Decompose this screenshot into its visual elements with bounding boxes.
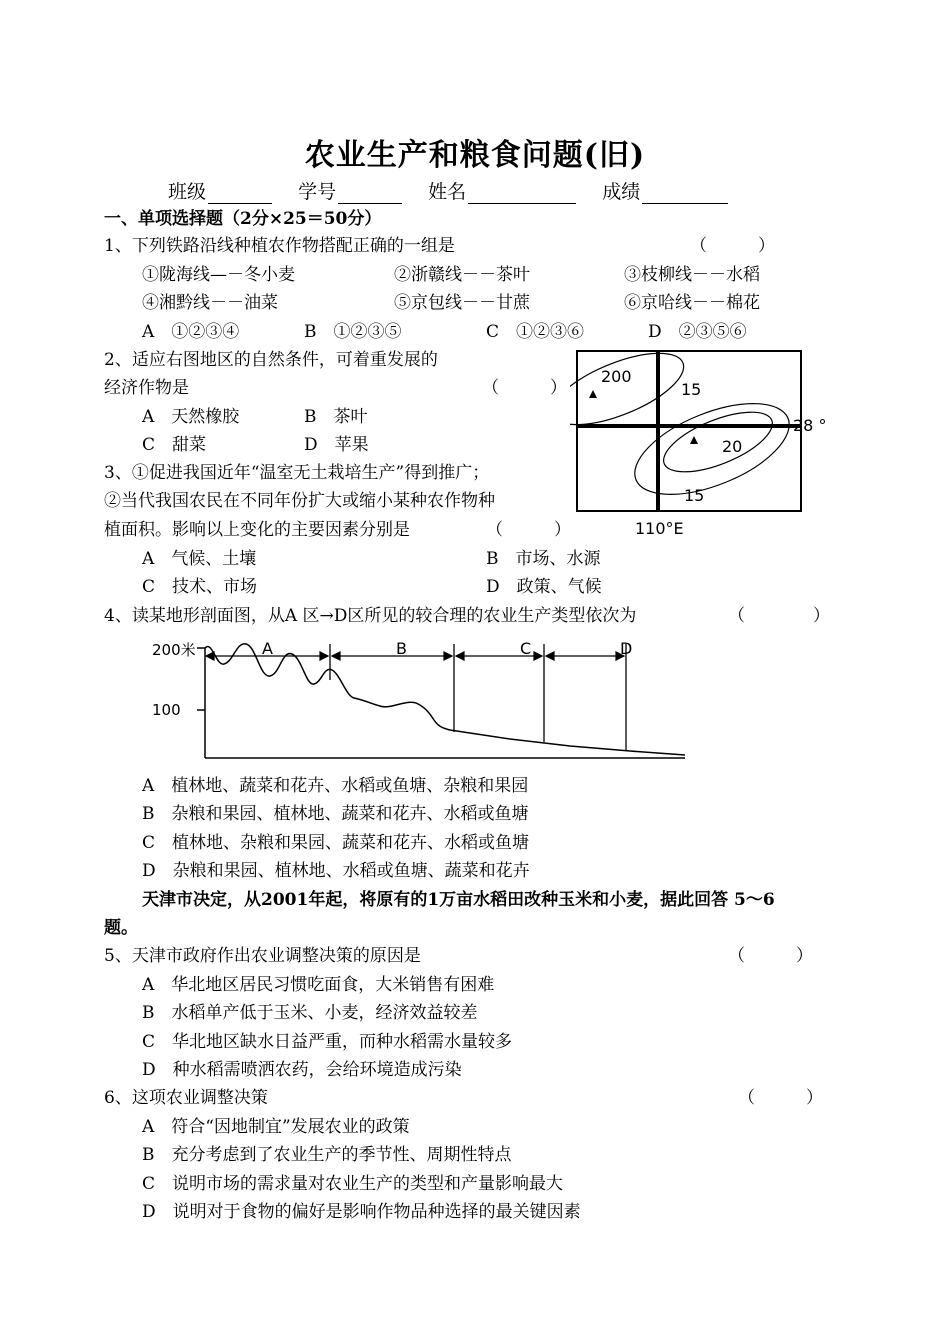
q1-option-a[interactable]: A ①②③④	[142, 322, 240, 342]
terrain-profile	[150, 636, 690, 760]
terrain-curve	[205, 644, 685, 755]
peak-triangle-icon	[690, 436, 698, 444]
student-id-label: 学号	[298, 181, 337, 203]
q2-stem-line2: 经济作物是	[104, 378, 189, 398]
q6-answer-paren[interactable]: （ ）	[738, 1088, 823, 1108]
q1-answer-paren[interactable]: （ ）	[690, 236, 775, 256]
zone-label-a: A	[262, 639, 273, 658]
score-field[interactable]	[642, 185, 728, 204]
zone-label-b: B	[396, 639, 407, 658]
q1-stem: 1、下列铁路沿线种植农作物搭配正确的一组是	[104, 236, 455, 256]
class-label: 班级	[168, 181, 207, 203]
q2-stem-line1: 2、适应右图地区的自然条件，可着重发展的	[104, 350, 438, 370]
contour-label-200: 200	[601, 367, 632, 386]
q6-option-c[interactable]: C 说明市场的需求量对农业生产的类型和产量影响最大	[142, 1174, 564, 1194]
q5-6-intro-line1: 天津市决定，从2001年起，将原有的1万亩水稻田改种玉米和小麦，据此回答 5～6	[142, 890, 775, 910]
q3-stem-line1: 3、①促进我国近年“温室无土栽培生产”得到推广；	[104, 463, 490, 483]
q4-answer-paren[interactable]: （ ）	[728, 606, 830, 626]
q1-item-2: ②浙赣线－－茶叶	[394, 265, 530, 285]
student-info-row	[168, 180, 728, 204]
section-heading: 一、单项选择题（2分×25＝50分）	[104, 209, 382, 229]
q1-item-5: ⑤京包线－－甘蔗	[394, 293, 530, 313]
q4-option-b[interactable]: B 杂粮和果园、植林地、蔬菜和花卉、水稻或鱼塘	[142, 804, 529, 824]
q6-stem: 6、这项农业调整决策	[104, 1088, 268, 1108]
q3-option-d[interactable]: D 政策、气候	[486, 577, 602, 597]
q2-option-d[interactable]: D 苹果	[304, 435, 369, 455]
q6-option-d[interactable]: D 说明对于食物的偏好是影响作物品种选择的最关键因素	[142, 1202, 581, 1222]
q2-answer-paren[interactable]: （ ）	[482, 378, 567, 398]
name-field[interactable]	[468, 185, 576, 204]
longitude-label: 110°E	[635, 519, 684, 538]
q3-answer-paren[interactable]: （ ）	[486, 520, 571, 540]
q5-option-b[interactable]: B 水稻单产低于玉米、小麦，经济效益较差	[142, 1003, 478, 1023]
q4-option-c[interactable]: C 植林地、杂粮和果园、蔬菜和花卉、水稻或鱼塘	[142, 833, 530, 853]
zone-label-d: D	[620, 639, 633, 658]
q1-option-c[interactable]: C ①②③⑥	[486, 322, 585, 342]
q4-option-a[interactable]: A 植林地、蔬菜和花卉、水稻或鱼塘、杂粮和果园	[142, 776, 529, 796]
q1-item-4: ④湘黔线－－油菜	[142, 293, 278, 313]
q5-option-d[interactable]: D 种水稻需喷洒农药，会给环境造成污染	[142, 1060, 462, 1080]
zone-label-c: C	[520, 639, 532, 658]
q5-answer-paren[interactable]: （ ）	[728, 946, 813, 966]
contour-map	[570, 344, 845, 544]
q2-option-c[interactable]: C 甜菜	[142, 435, 207, 455]
q3-option-c[interactable]: C 技术、市场	[142, 577, 258, 597]
q1-item-6: ⑥京哈线－－棉花	[624, 293, 760, 313]
q1-option-d[interactable]: D ②③⑤⑥	[648, 322, 747, 342]
q1-option-b[interactable]: B ①②③⑤	[304, 322, 402, 342]
q5-option-a[interactable]: A 华北地区居民习惯吃面食，大米销售有困难	[142, 975, 495, 995]
elevation-200-label: 200米	[152, 641, 196, 659]
q3-stem-line3: 植面积。影响以上变化的主要因素分别是	[104, 520, 410, 540]
latitude-label: 28 °	[793, 416, 827, 435]
page-title: 农业生产和粮食问题(旧)	[304, 138, 646, 173]
contour-label-15: 15	[681, 380, 702, 399]
q5-option-c[interactable]: C 华北地区缺水日益严重，而种水稻需水量较多	[142, 1032, 513, 1052]
contour-label-15-lower: 15	[684, 486, 705, 505]
q4-stem: 4、读某地形剖面图，从A 区→D区所见的较合理的农业生产类型依次为	[104, 606, 637, 626]
score-label: 成绩	[602, 181, 641, 203]
q6-option-b[interactable]: B 充分考虑到了农业生产的季节性、周期性特点	[142, 1145, 512, 1165]
q3-stem-line2: ②当代我国农民在不同年份扩大或缩小某种农作物种	[104, 491, 495, 511]
q2-option-b[interactable]: B 茶叶	[304, 407, 368, 427]
q3-option-b[interactable]: B 市场、水源	[486, 549, 601, 569]
q6-option-a[interactable]: A 符合“因地制宜”发展农业的政策	[142, 1117, 410, 1137]
contour-20-inner	[656, 400, 780, 484]
contour-label-20: 20	[722, 437, 743, 456]
q5-stem: 5、天津市政府作出农业调整决策的原因是	[104, 946, 421, 966]
q3-option-a[interactable]: A 气候、土壤	[142, 549, 257, 569]
q4-option-d[interactable]: D 杂粮和果园、植林地、水稻或鱼塘、蔬菜和花卉	[142, 861, 530, 881]
q2-option-a[interactable]: A 天然橡胶	[142, 407, 240, 427]
class-field[interactable]	[208, 185, 272, 204]
elevation-100-label: 100	[152, 701, 181, 719]
q1-item-1: ①陇海线—－冬小麦	[142, 265, 295, 285]
contour-15-outer	[622, 385, 801, 513]
peak-triangle-icon	[589, 390, 597, 398]
student-id-field[interactable]	[338, 185, 402, 204]
name-label: 姓名	[428, 181, 467, 203]
q1-item-3: ③枝柳线－－水稻	[624, 265, 760, 285]
q5-6-intro-line2: 题。	[104, 918, 138, 938]
